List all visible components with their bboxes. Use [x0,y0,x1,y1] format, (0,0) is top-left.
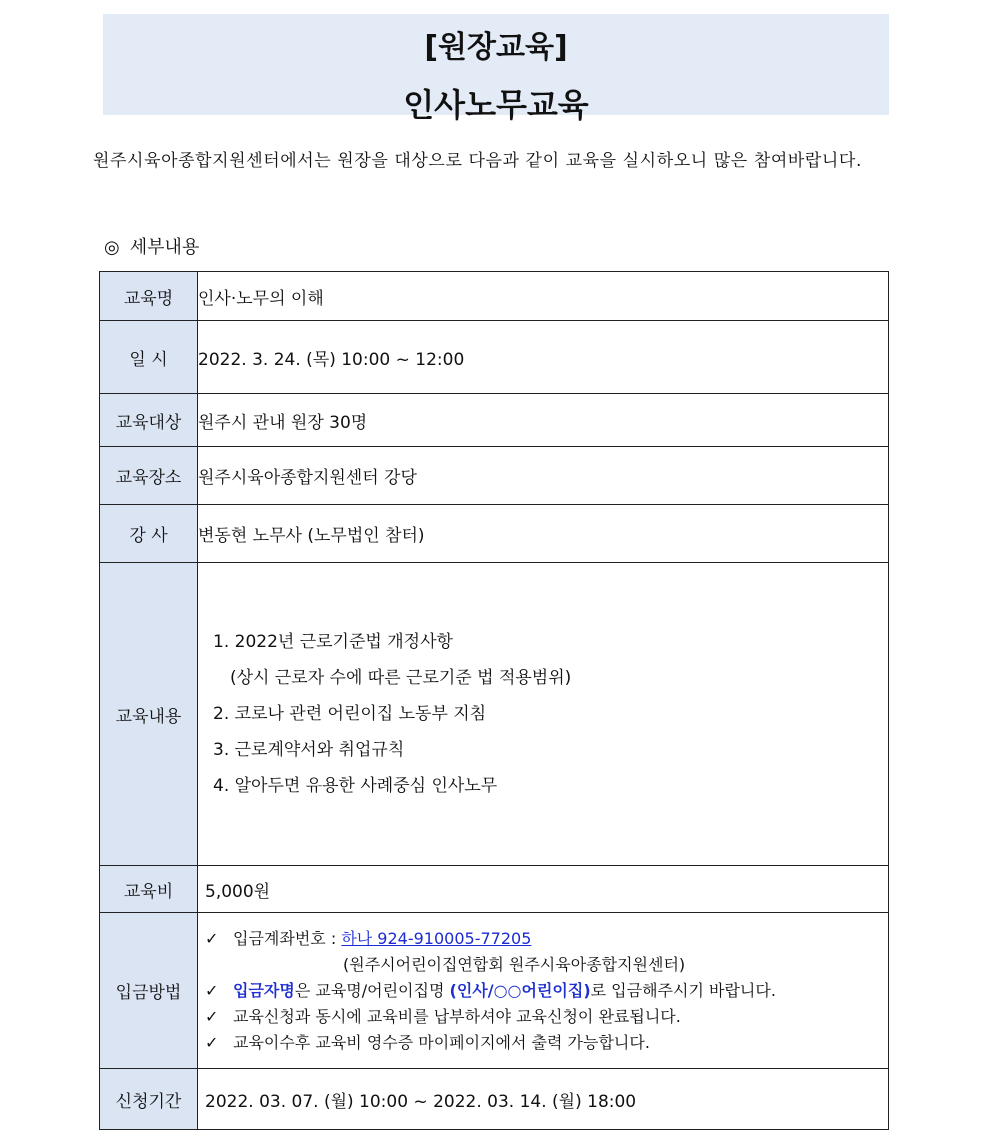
list-item: 4. 알아두면 유용한 사례중심 인사노무 [213,776,498,796]
table-row [100,505,889,563]
depositor-mid-text: 은 교육명/어린이집명 [294,980,450,1000]
table-row [100,272,889,321]
page-title: 인사노무교육 [403,86,589,124]
value-fee: 5,000원 [198,866,889,913]
note-text: 교육이수후 교육비 영수증 마이페이지에서 출력 가능합니다. [233,1032,650,1052]
label-date: 일 시 [100,321,198,394]
payment-note-2 [205,1030,888,1056]
label-lecturer: 강 사 [100,505,198,563]
payment-note-1 [205,1004,888,1030]
payment-info [205,926,888,1056]
list-item: 3. 근로계약서와 취업규칙 [213,740,405,760]
value-content [198,563,889,866]
table-row [100,394,889,447]
check-icon: ✓ [205,928,219,948]
label-course-name: 교육명 [100,272,198,321]
account-number-link[interactable]: 하나 924-910005-77205 [341,928,532,948]
double-circle-icon: ◎ [104,237,120,258]
value-date: 2022. 3. 24. (목) 10:00 ~ 12:00 [198,321,889,394]
label-place: 교육장소 [100,447,198,505]
title-banner [103,14,889,124]
value-period: 2022. 03. 07. (월) 10:00 ~ 2022. 03. 14. (월) 18:00 [198,1069,889,1130]
payment-depositor-line [205,978,888,1004]
label-fee: 교육비 [100,866,198,913]
section-title: 세부내용 [129,237,200,258]
label-content: 교육내용 [100,563,198,866]
account-label: 입금계좌번호 : [233,928,342,948]
table-row [100,447,889,505]
value-course-name: 인사·노무의 이해 [198,272,889,321]
title-category: [원장교육] [424,30,568,65]
label-target: 교육대상 [100,394,198,447]
table-row [100,913,889,1069]
list-item: 2. 코로나 관련 어린이집 노동부 지침 [213,704,487,724]
check-icon: ✓ [205,1006,219,1026]
table-row [100,866,889,913]
value-lecturer: 변동현 노무사 (노무법인 참터) [198,505,889,563]
table-row [100,563,889,866]
value-payment [198,913,889,1069]
payment-account-line [205,926,888,952]
value-target: 원주시 관내 원장 30명 [198,394,889,447]
depositor-tail-text: 로 입금해주시기 바랍니다. [590,980,776,1000]
content-list [205,624,888,804]
check-icon: ✓ [205,1032,219,1052]
table-row [100,321,889,394]
intro-paragraph: 원주시육아종합지원센터에서는 원장을 대상으로 다음과 같이 교육을 실시하오니 많은 참여바랍니다. [93,151,862,171]
label-period: 신청기간 [100,1069,198,1130]
table-row [100,1069,889,1130]
label-payment: 입금방법 [100,913,198,1069]
depositor-label: 입금자명 [233,980,295,1000]
section-heading [104,236,199,260]
check-icon: ✓ [205,980,219,1000]
note-text: 교육신청과 동시에 교육비를 납부하셔야 교육신청이 완료됩니다. [233,1006,681,1026]
account-holder: (원주시어린이집연합회 원주시육아종합지원센터) [343,954,686,974]
depositor-format: (인사/○○어린이집) [449,980,591,1000]
detail-table [99,271,889,1130]
list-item: 1. 2022년 근로기준법 개정사항 [213,632,453,652]
value-place: 원주시육아종합지원센터 강당 [198,447,889,505]
list-item: (상시 근로자 수에 따른 근로기준 법 적용범위) [230,668,572,688]
